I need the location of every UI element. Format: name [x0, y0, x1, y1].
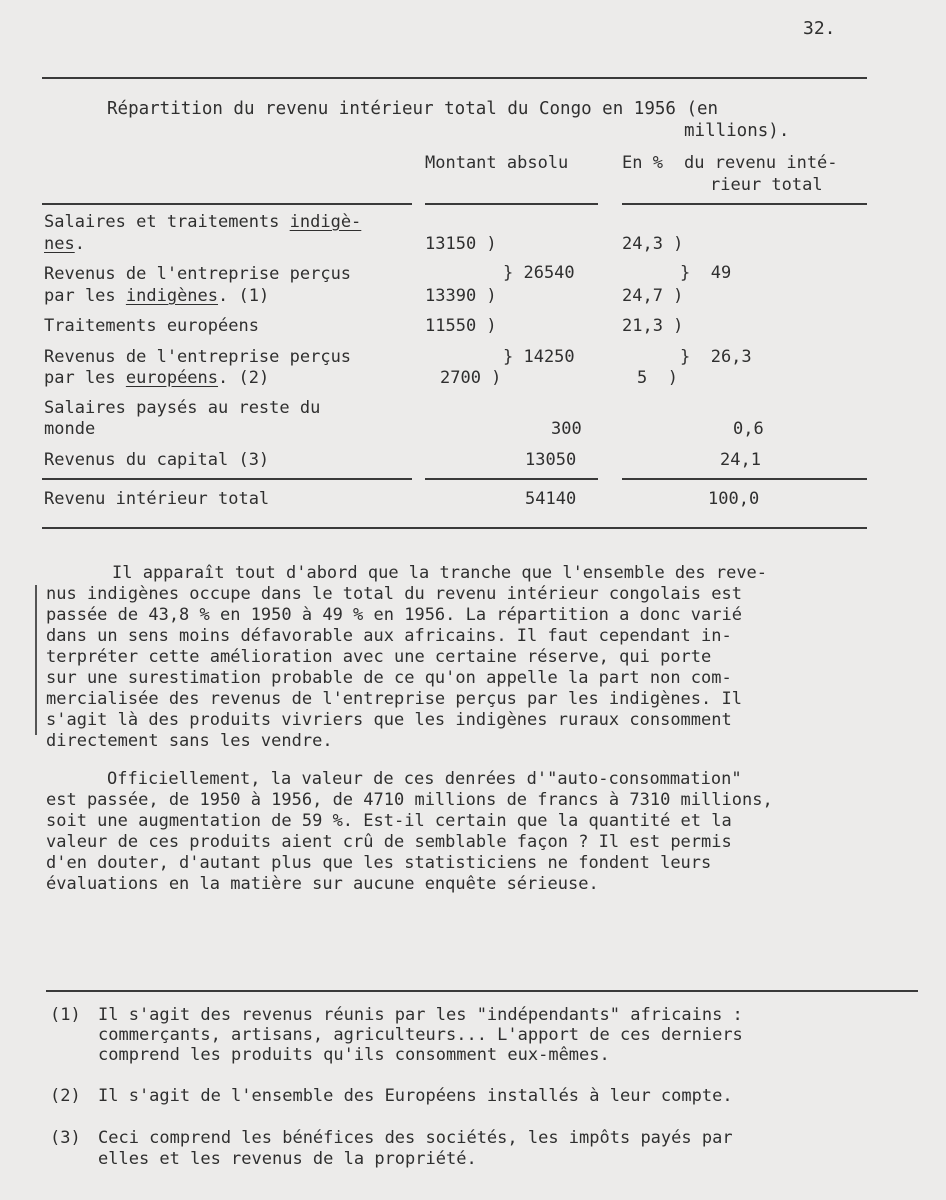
footnote-line: Il s'agit de l'ensemble des Européens installés à leur compte.	[98, 1086, 733, 1106]
paragraph-line: s'agit là des produits vivriers que les indigènes ruraux consomment	[46, 710, 732, 730]
row-label: Salaires paysés au reste du	[44, 398, 321, 418]
col-header-pct-line3: rieur total	[710, 175, 823, 195]
col-header-pct-line2: du revenu inté-	[684, 153, 838, 173]
row-value: 13150 )	[425, 234, 497, 254]
total-rule-pct	[622, 478, 867, 480]
footnote-line: elles et les revenus de la propriété.	[98, 1149, 477, 1169]
paragraph-line: terpréter cette amélioration avec une certaine réserve, qui porte	[46, 647, 712, 667]
row-percent: 21,3 )	[622, 316, 684, 336]
paragraph-line: directement sans les vendre.	[46, 731, 333, 751]
paragraph-line: est passée, de 1950 à 1956, de 4710 millions de francs à 7310 millions,	[46, 790, 773, 810]
footnote-number: (3)	[50, 1128, 81, 1148]
footnote-line: Ceci comprend les bénéfices des sociétés, les impôts payés par	[98, 1128, 733, 1148]
paragraph-line: mercialisée des revenus de l'entreprise perçus par les indigènes. Il	[46, 689, 742, 709]
total-rule-montant	[425, 478, 598, 480]
paragraph-line: dans un sens moins défavorable aux africains. Il faut cependant in-	[46, 626, 732, 646]
paragraph-line: Officiellement, la valeur de ces denrées d'"auto-consommation"	[107, 769, 742, 789]
row-label: monde	[44, 419, 96, 439]
margin-mark	[35, 585, 37, 735]
total-rule-labels	[42, 478, 412, 480]
group-sum: } 14250	[503, 347, 575, 367]
row-sum: 13050	[525, 450, 577, 470]
paragraph-line: évaluations en la matière sur aucune enquête sérieuse.	[46, 874, 599, 894]
row-value: 11550 )	[425, 316, 497, 336]
row-label: Revenus de l'entreprise perçus	[44, 347, 352, 367]
col-header-pct: En %	[622, 153, 663, 173]
col-header-montant: Montant absolu	[425, 153, 569, 173]
row-label: Revenus de l'entreprise perçus	[44, 264, 352, 284]
row-label: Revenus du capital (3)	[44, 450, 270, 470]
row-percent: 24,7 )	[622, 286, 684, 306]
group-percent: } 49	[680, 263, 732, 283]
row-label: par les indigènes. (1)	[44, 286, 270, 306]
footnote-rule	[46, 990, 918, 992]
paragraph-line: sur une surestimation probable de ce qu'on appelle la part non com-	[46, 668, 732, 688]
footnote-line: comprend les produits qu'ils consomment eux-mêmes.	[98, 1045, 610, 1065]
group-percent: } 26,3	[680, 347, 752, 367]
row-label: nes.	[44, 234, 85, 254]
footnote-number: (2)	[50, 1086, 81, 1106]
table-bottom-rule	[42, 527, 867, 529]
row-value: 13390 )	[425, 286, 497, 306]
group-sum: } 26540	[503, 263, 575, 283]
footnote-line: Il s'agit des revenus réunis par les "indépendants" africains :	[98, 1005, 743, 1025]
paragraph-line: valeur de ces produits aient crû de semblable façon ? Il est permis	[46, 832, 732, 852]
row-percent: 5 )	[637, 368, 678, 388]
row-label: par les européens. (2)	[44, 368, 270, 388]
footnote-number: (1)	[50, 1005, 81, 1025]
total-percent: 100,0	[708, 489, 760, 509]
row-sum: 300	[551, 419, 582, 439]
row-percent: 24,1	[720, 450, 761, 470]
total-label: Revenu intérieur total	[44, 489, 270, 509]
paragraph-line: d'en douter, d'autant plus que les statisticiens ne fondent leurs	[46, 853, 712, 873]
table-title-line1: Répartition du revenu intérieur total du Congo en 1956 (en	[107, 99, 719, 119]
paragraph-line: soit une augmentation de 59 %. Est-il certain que la quantité et la	[46, 811, 732, 831]
row-label: Traitements européens	[44, 316, 259, 336]
row-value: 2700 )	[440, 368, 502, 388]
paragraph-line: nus indigènes occupe dans le total du revenu intérieur congolais est	[46, 584, 742, 604]
row-label: Salaires et traitements indigè-	[44, 212, 362, 232]
row-percent: 0,6	[733, 419, 764, 439]
table-title-line2: millions).	[684, 121, 790, 141]
header-rule-pct	[622, 203, 867, 205]
page-number: 32.	[803, 18, 836, 39]
total-sum: 54140	[525, 489, 577, 509]
row-percent: 24,3 )	[622, 234, 684, 254]
header-rule-montant	[425, 203, 598, 205]
paragraph-line: Il apparaît tout d'abord que la tranche que l'ensemble des reve-	[112, 563, 768, 583]
header-rule-labels	[42, 203, 412, 205]
top-rule	[42, 77, 867, 79]
footnote-line: commerçants, artisans, agriculteurs... L'apport de ces derniers	[98, 1025, 743, 1045]
paragraph-line: passée de 43,8 % en 1950 à 49 % en 1956. La répartition a donc varié	[46, 605, 742, 625]
